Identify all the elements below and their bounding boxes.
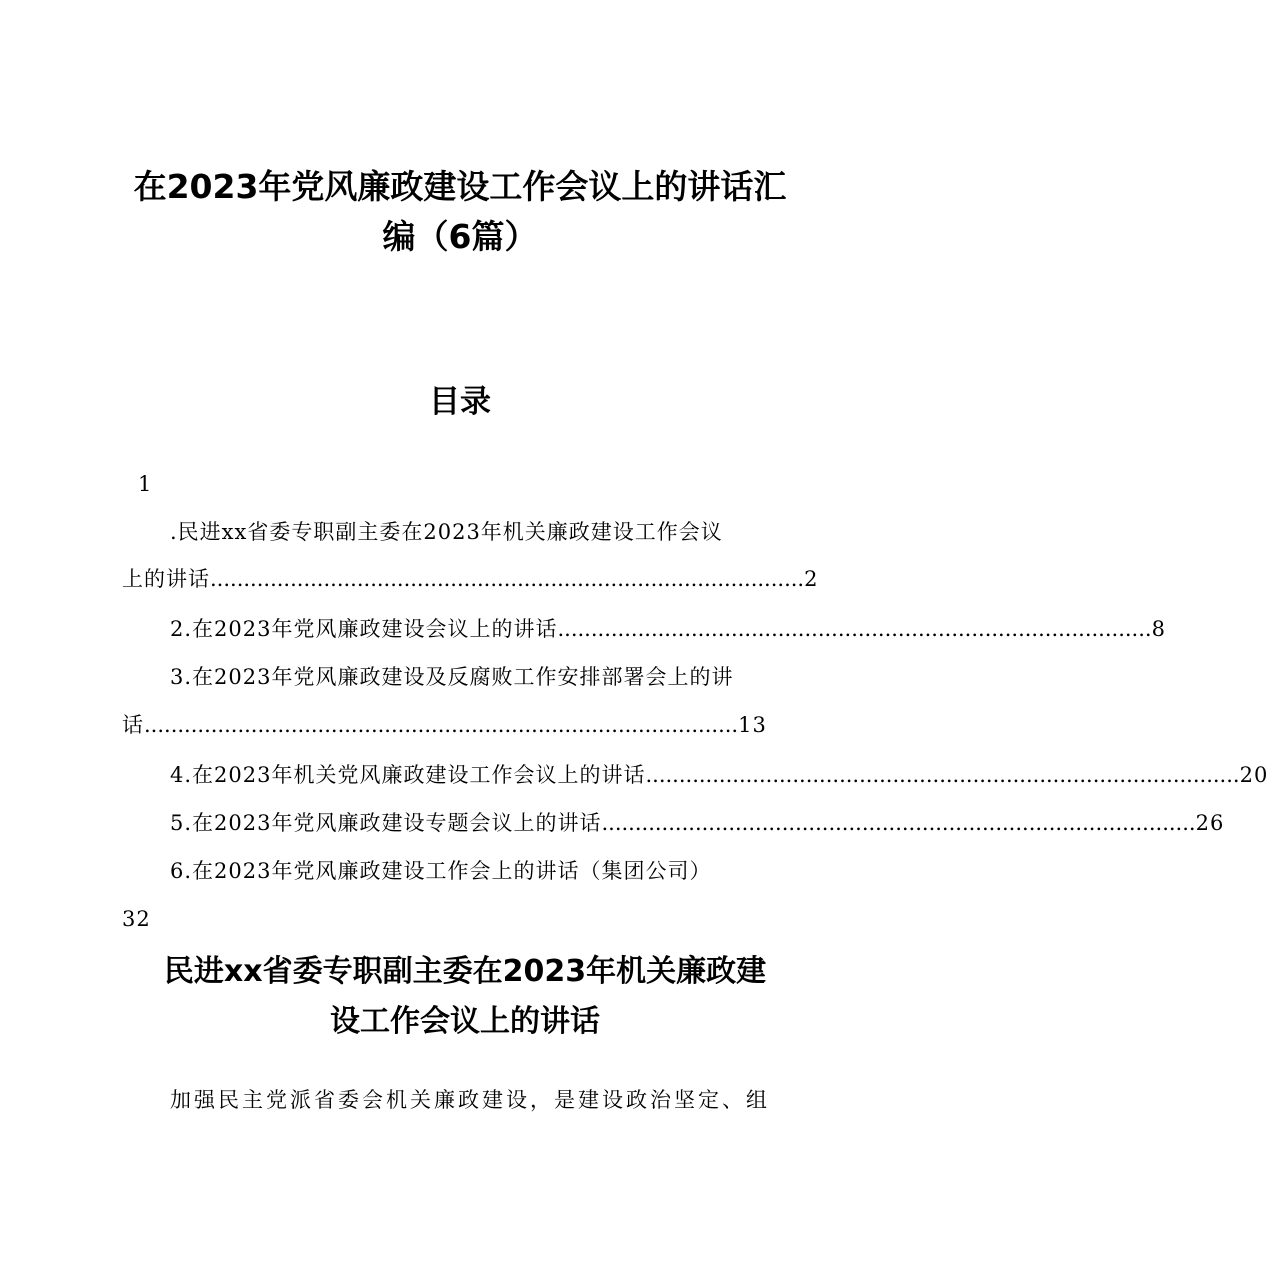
toc-leader-dots: ......................................................................................... (144, 713, 739, 737)
section-title-line2: 设工作会议上的讲话 (330, 1004, 600, 1039)
toc-entry1-title-end: 上的讲话 (122, 567, 210, 591)
toc-entry2[interactable] (170, 614, 1166, 644)
toc-entry3-page: 13 (738, 713, 767, 737)
toc-leader-dots: ......................................................................................... (645, 763, 1240, 787)
toc-entry1-number[interactable]: 1 (138, 472, 153, 496)
toc-entry1-page: 2 (804, 567, 819, 591)
toc-entry2-page: 8 (1151, 617, 1166, 641)
toc-heading: 目录 (429, 384, 491, 420)
document-title-line2: 编（6篇） (382, 217, 538, 256)
toc-leader-dots: ......................................................................................... (601, 811, 1196, 835)
toc-entry1-line2[interactable] (122, 564, 819, 594)
toc-entry1-line1[interactable]: .民进xx省委专职副主委在2023年机关廉政建设工作会议 (170, 520, 723, 544)
toc-entry6-page[interactable]: 32 (122, 907, 151, 931)
toc-entry4-title: 4.在2023年机关党风廉政建设工作会议上的讲话 (170, 763, 646, 787)
toc-entry5-title: 5.在2023年党风廉政建设专题会议上的讲话 (170, 811, 602, 835)
toc-entry4[interactable] (170, 760, 1268, 790)
toc-entry3-line1[interactable]: 3.在2023年党风廉政建设及反腐败工作安排部署会上的讲 (170, 665, 734, 689)
toc-entry3-line2[interactable] (122, 710, 767, 740)
toc-entry4-page: 20 (1239, 763, 1268, 787)
toc-entry3-title-end: 话 (122, 713, 144, 737)
document-title-line1: 在2023年党风廉政建设工作会议上的讲话汇 (133, 167, 787, 206)
toc-entry6[interactable]: 6.在2023年党风廉政建设工作会上的讲话（集团公司） (170, 859, 712, 883)
toc-leader-dots: ......................................................................................... (210, 567, 805, 591)
toc-entry2-title: 2.在2023年党风廉政建设会议上的讲话 (170, 617, 558, 641)
toc-leader-dots: ......................................................................................... (557, 617, 1152, 641)
body-paragraph: 加强民主党派省委会机关廉政建设，是建设政治坚定、组 (170, 1088, 770, 1112)
toc-entry5-page: 26 (1195, 811, 1225, 835)
section-title-line1: 民进xx省委专职副主委在2023年机关廉政建 (163, 954, 767, 989)
toc-entry5[interactable] (170, 808, 1225, 838)
